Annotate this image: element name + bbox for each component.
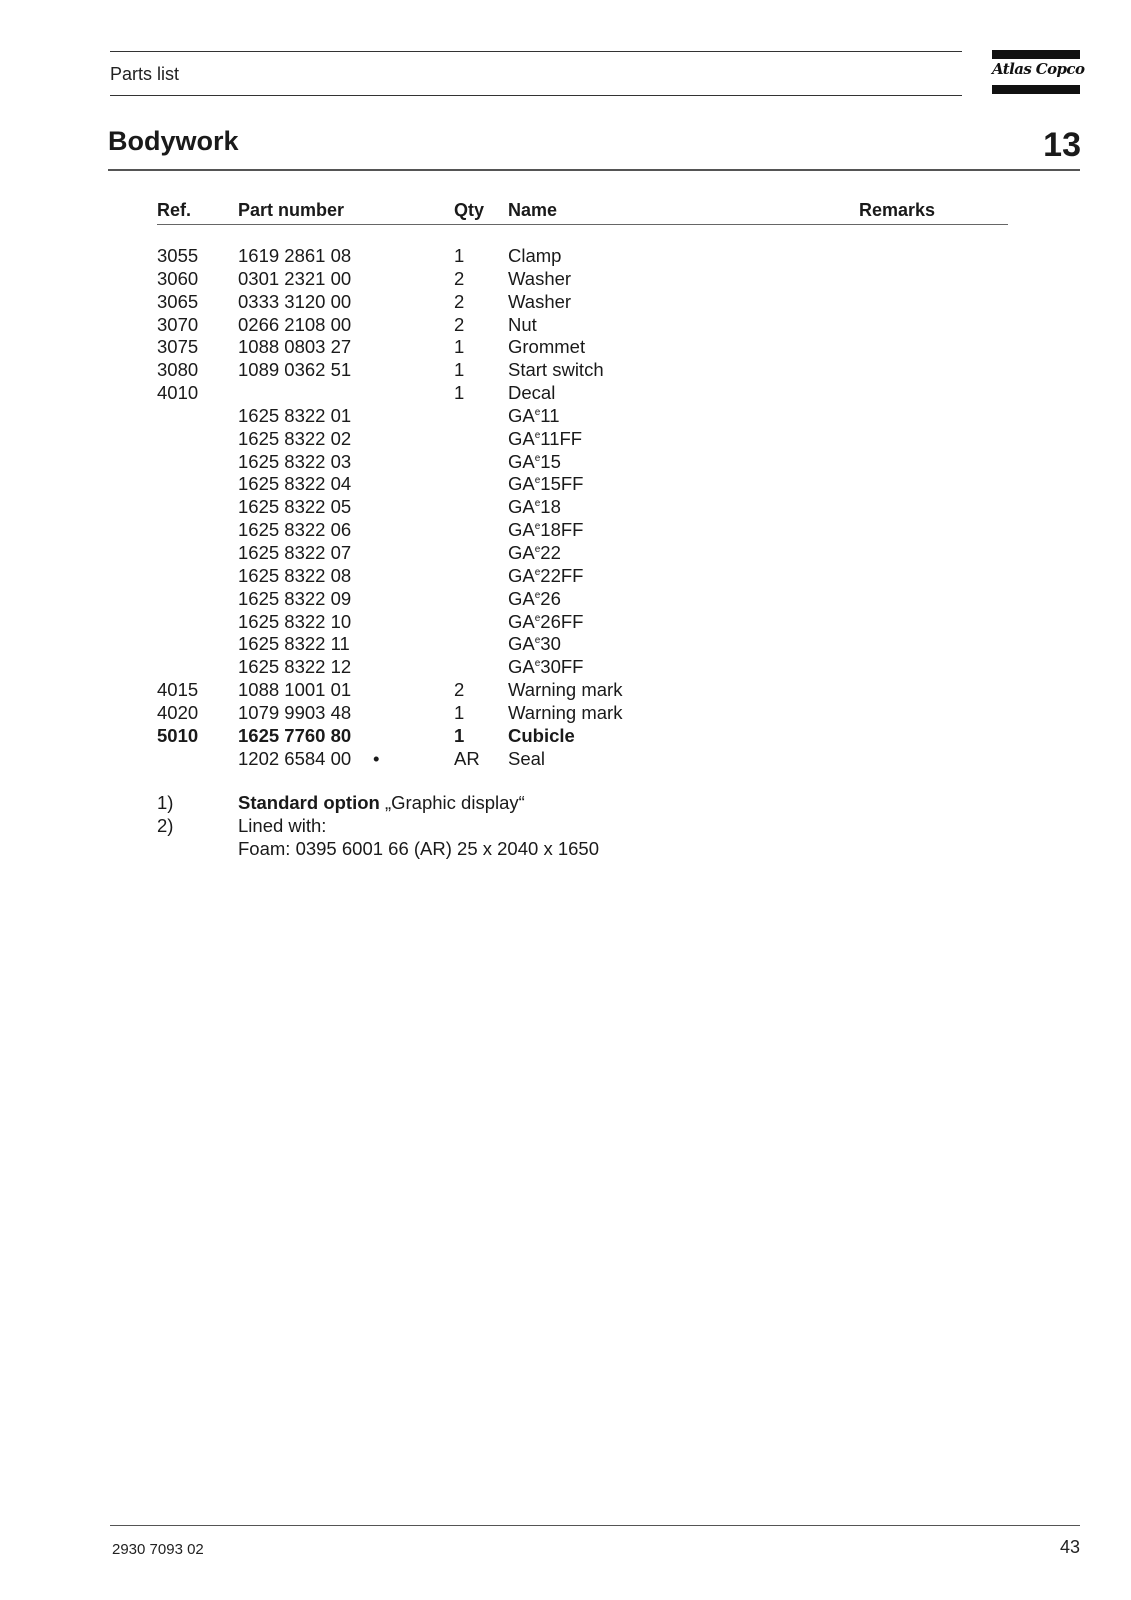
model-suffix: 18FF [540, 519, 584, 541]
model-suffix: 18 [540, 496, 561, 518]
footer-rule [110, 1525, 1080, 1526]
footnote-text [238, 838, 599, 861]
model-superscript: e [534, 589, 541, 601]
table-row [0, 314, 1131, 337]
section-rule [108, 169, 1080, 171]
model-superscript: e [534, 612, 541, 624]
table-row [0, 702, 1131, 725]
table-row [0, 519, 1131, 542]
footnote-text [238, 815, 326, 838]
column-header-remarks: Remarks [859, 200, 936, 220]
brand-logo [992, 50, 1085, 94]
column-header-qty: Qty [454, 200, 485, 220]
part-number-cell: 1625 8322 06 [238, 519, 352, 541]
model-prefix: GA [508, 519, 535, 541]
model-suffix: 22 [540, 541, 561, 563]
header-top-rule [110, 51, 962, 52]
qty-cell: 1 [454, 724, 465, 746]
name-cell: Decal [508, 382, 556, 404]
section-title: Bodywork [108, 126, 239, 156]
part-number-cell: 1089 0362 51 [238, 359, 352, 381]
table-row [0, 656, 1131, 679]
model-prefix: GA [508, 610, 535, 632]
name-cell: Clamp [508, 245, 562, 266]
part-number-cell: 1202 6584 00 [238, 747, 352, 769]
model-superscript: e [534, 498, 541, 510]
qty-cell: 2 [454, 267, 465, 289]
ref-cell: 3075 [157, 336, 199, 358]
part-number-cell: 1625 8322 11 [238, 633, 350, 655]
name-cell [508, 405, 560, 427]
table-row [0, 382, 1131, 405]
qty-cell: 1 [454, 701, 465, 723]
part-number-cell: 1625 8322 07 [238, 541, 352, 563]
part-number-cell: 1625 8322 10 [238, 610, 352, 632]
ref-cell: 3065 [157, 290, 199, 312]
model-suffix: 26 [540, 587, 561, 609]
ref-cell: 3055 [157, 245, 199, 266]
name-cell [508, 542, 561, 564]
table-row [0, 336, 1131, 359]
qty-cell: 2 [454, 313, 465, 335]
table-row [0, 451, 1131, 474]
footnote-number: 2) [157, 814, 174, 836]
part-number-cell: 1625 8322 08 [238, 564, 352, 586]
logo-bottom-bar [992, 85, 1080, 94]
footnote-line [0, 838, 1131, 861]
model-prefix: GA [508, 450, 535, 472]
model-prefix: GA [508, 404, 535, 426]
model-superscript: e [534, 475, 541, 487]
ref-cell: 4010 [157, 382, 199, 404]
footnote-number: 1) [157, 792, 174, 813]
logo-top-bar [992, 50, 1080, 59]
model-suffix: 30FF [540, 656, 584, 678]
footnote-body: Foam: 0395 6001 66 (AR) 25 x 2040 x 1650 [238, 837, 599, 859]
model-prefix: GA [508, 587, 535, 609]
qty-cell: 2 [454, 679, 465, 701]
qty-cell: AR [454, 747, 480, 769]
model-suffix: 26FF [540, 610, 584, 632]
name-cell [508, 611, 583, 633]
name-cell [508, 588, 561, 610]
model-suffix: 15 [540, 450, 561, 472]
name-cell: Nut [508, 313, 537, 335]
table-header-rule [157, 224, 1008, 225]
qty-cell: 2 [454, 290, 465, 312]
name-cell: Washer [508, 267, 572, 289]
column-header-name: Name [508, 200, 558, 220]
footnote-body: „Graphic display“ [379, 792, 525, 813]
part-number-cell: 1088 1001 01 [238, 679, 352, 701]
table-row [0, 565, 1131, 588]
name-cell [508, 451, 561, 473]
name-cell: Cubicle [508, 724, 575, 746]
table-row [0, 748, 1131, 771]
model-superscript: e [534, 566, 541, 578]
part-number-cell: 1625 8322 03 [238, 450, 352, 472]
model-prefix: GA [508, 656, 535, 678]
part-number-cell: 1625 7760 80 [238, 724, 352, 746]
table-row [0, 245, 1131, 268]
model-prefix: GA [508, 496, 535, 518]
part-number-cell: 0301 2321 00 [238, 267, 352, 289]
model-prefix: GA [508, 541, 535, 563]
document-number: 2930 7093 02 [112, 1541, 204, 1558]
part-number-cell: 1625 8322 01 [238, 404, 352, 426]
table-row [0, 725, 1131, 748]
bullet-marker: • [373, 747, 380, 769]
table-row [0, 291, 1131, 314]
model-suffix: 22FF [540, 564, 584, 586]
table-row [0, 359, 1131, 382]
footnote-emphasis: Standard option [238, 792, 380, 813]
name-cell: Washer [508, 290, 572, 312]
model-suffix: 30 [540, 633, 561, 655]
ref-cell: 3060 [157, 267, 199, 289]
model-suffix: 11FF [540, 427, 583, 449]
model-prefix: GA [508, 633, 535, 655]
part-number-cell: 1625 8322 09 [238, 587, 352, 609]
model-prefix: GA [508, 473, 535, 495]
column-header-ref: Ref. [157, 200, 192, 220]
header-label: Parts list [110, 64, 180, 84]
model-superscript: e [534, 658, 541, 670]
qty-cell: 1 [454, 359, 465, 381]
name-cell [508, 633, 561, 655]
ref-cell: 4015 [157, 679, 199, 701]
name-cell [508, 565, 583, 587]
footnotes [0, 792, 1131, 861]
footnote-line [0, 815, 1131, 838]
part-number-cell: 1625 8322 12 [238, 656, 352, 678]
part-number-cell: 1625 8322 05 [238, 496, 352, 518]
page-number: 43 [1059, 1537, 1080, 1557]
ref-cell: 3080 [157, 359, 199, 381]
ref-cell: 3070 [157, 313, 199, 335]
name-cell [508, 473, 583, 495]
model-prefix: GA [508, 427, 535, 449]
model-superscript: e [534, 406, 541, 418]
part-number-cell: 0266 2108 00 [238, 313, 352, 335]
name-cell [508, 428, 582, 450]
section-number: 13 [1043, 126, 1081, 164]
footnote-text [238, 792, 525, 815]
table-row [0, 473, 1131, 496]
name-cell: Warning mark [508, 679, 623, 701]
model-superscript: e [534, 520, 541, 532]
model-prefix: GA [508, 564, 535, 586]
column-header-part-number: Part number [238, 200, 345, 220]
name-cell: Grommet [508, 336, 586, 358]
ref-cell: 5010 [157, 724, 199, 746]
name-cell: Start switch [508, 359, 604, 381]
name-cell: Warning mark [508, 701, 623, 723]
header-bottom-rule [110, 95, 962, 96]
table-row [0, 405, 1131, 428]
table-row [0, 611, 1131, 634]
table-row [0, 428, 1131, 451]
footnote-body: Lined with: [238, 814, 327, 836]
model-suffix: 15FF [540, 473, 584, 495]
model-superscript: e [534, 429, 541, 441]
footnote-line [0, 792, 1131, 815]
ref-cell: 4020 [157, 701, 199, 723]
table-row [0, 588, 1131, 611]
table-row [0, 496, 1131, 519]
model-superscript: e [534, 635, 541, 647]
part-number-cell: 1079 9903 48 [238, 701, 352, 723]
table-row [0, 633, 1131, 656]
part-number-cell: 1625 8322 02 [238, 427, 352, 449]
name-cell [508, 496, 561, 518]
qty-cell: 1 [454, 245, 465, 266]
table-row [0, 268, 1131, 291]
table-row [0, 679, 1131, 702]
name-cell [508, 656, 583, 678]
name-cell [508, 519, 583, 541]
name-cell: Seal [508, 747, 546, 769]
model-superscript: e [534, 543, 541, 555]
part-number-cell: 0333 3120 00 [238, 290, 352, 312]
table-row [0, 542, 1131, 565]
logo-wordmark: Atlas Copco [992, 60, 1085, 78]
model-suffix: 11 [540, 404, 560, 426]
part-number-cell: 1619 2861 08 [238, 245, 352, 266]
qty-cell: 1 [454, 382, 465, 404]
parts-table-body [0, 245, 1131, 770]
part-number-cell: 1625 8322 04 [238, 473, 352, 495]
qty-cell: 1 [454, 336, 465, 358]
model-superscript: e [534, 452, 541, 464]
part-number-cell: 1088 0803 27 [238, 336, 352, 358]
